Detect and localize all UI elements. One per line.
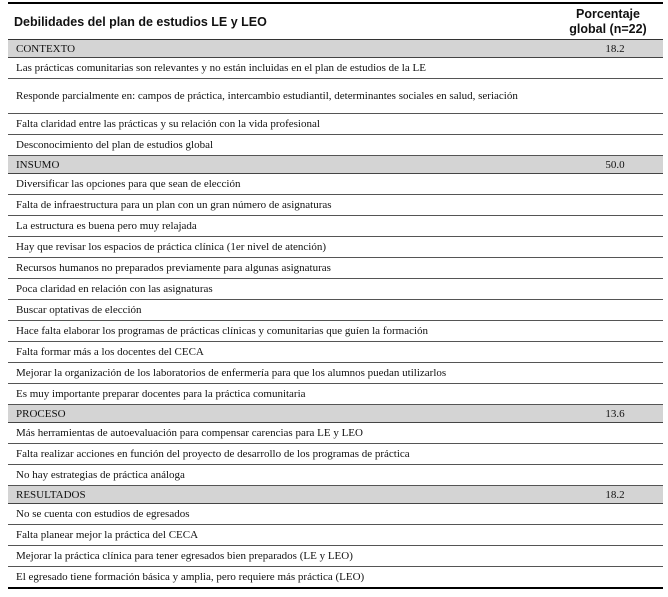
table-row: [8, 321, 663, 342]
section-row-proceso: [8, 405, 663, 423]
table-row: [8, 300, 663, 321]
table-row: [8, 546, 663, 567]
section-name: INSUMO: [8, 156, 553, 174]
weakness-text: Es muy importante preparar docentes para la práctica comunitaria: [8, 384, 663, 405]
section-name: PROCESO: [8, 405, 553, 423]
weakness-text: Falta claridad entre las prácticas y su relación con la vida profesional: [8, 114, 663, 135]
table-row: [8, 465, 663, 486]
weakness-text: Hay que revisar los espacios de práctica clínica (1er nivel de atención): [8, 237, 663, 258]
weakness-text: El egresado tiene formación básica y amplia, pero requiere más práctica (LEO): [8, 567, 663, 589]
table-row: [8, 525, 663, 546]
weakness-text: Diversificar las opciones para que sean de elección: [8, 174, 663, 195]
section-row-contexto: [8, 40, 663, 58]
table-row: [8, 237, 663, 258]
weakness-text: Responde parcialmente en: campos de práctica, intercambio estudiantil, determinantes sociales en salud, seriación: [8, 79, 553, 114]
table-row: [8, 216, 663, 237]
weakness-text: Falta formar más a los docentes del CECA: [8, 342, 663, 363]
weakness-text: Recursos humanos no preparados previamente para algunas asignaturas: [8, 258, 663, 279]
table-row: [8, 384, 663, 405]
section-row-resultados: [8, 486, 663, 504]
weaknesses-table: [8, 2, 663, 589]
section-row-insumo: [8, 156, 663, 174]
weakness-text: Mejorar la práctica clínica para tener egresados bien preparados (LE y LEO): [8, 546, 663, 567]
table-row: [8, 258, 663, 279]
weakness-text: La estructura es buena pero muy relajada: [8, 216, 663, 237]
table-row: [8, 363, 663, 384]
weakness-text: Poca claridad en relación con las asignaturas: [8, 279, 663, 300]
weakness-text: Falta de infraestructura para un plan con un gran número de asignaturas: [8, 195, 663, 216]
weakness-text: Hace falta elaborar los programas de prácticas clínicas y comunitarias que guíen la formación: [8, 321, 663, 342]
percent-header-line2: global (n=22): [569, 21, 647, 36]
table-row: [8, 444, 663, 465]
weakness-text: Buscar optativas de elección: [8, 300, 663, 321]
table-header-row: [8, 3, 663, 40]
table-row: [8, 504, 663, 525]
percent-header: [553, 3, 663, 40]
section-percent: 50.0: [553, 156, 663, 174]
section-name: CONTEXTO: [8, 40, 553, 58]
section-percent: 18.2: [553, 40, 663, 58]
table-title: Debilidades del plan de estudios LE y LEO: [8, 3, 553, 40]
table-row: [8, 79, 663, 114]
section-percent: 18.2: [553, 486, 663, 504]
weakness-text: No hay estrategias de práctica análoga: [8, 465, 663, 486]
table-row: [8, 423, 663, 444]
weakness-text: Más herramientas de autoevaluación para compensar carencias para LE y LEO: [8, 423, 663, 444]
table-row: [8, 114, 663, 135]
table-row: [8, 174, 663, 195]
table-row: [8, 135, 663, 156]
table-row: [8, 58, 663, 79]
weakness-text: Mejorar la organización de los laboratorios de enfermería para que los alumnos puedan utilizarlos: [8, 363, 663, 384]
weakness-text: Desconocimiento del plan de estudios global: [8, 135, 663, 156]
weakness-text: Falta realizar acciones en función del proyecto de desarrollo de los programas de práctica: [8, 444, 663, 465]
section-name: RESULTADOS: [8, 486, 553, 504]
table-body: [8, 40, 663, 589]
section-percent: 13.6: [553, 405, 663, 423]
table-row: [8, 195, 663, 216]
weakness-text: Falta planear mejor la práctica del CECA: [8, 525, 663, 546]
weaknesses-table-container: [8, 2, 663, 589]
table-row: [8, 567, 663, 589]
weakness-text: No se cuenta con estudios de egresados: [8, 504, 663, 525]
weakness-text: Las prácticas comunitarias son relevantes y no están incluidas en el plan de estudios de la LE: [8, 58, 663, 79]
percent-header-line1: Porcentaje: [576, 6, 640, 21]
table-row: [8, 279, 663, 300]
table-row: [8, 342, 663, 363]
